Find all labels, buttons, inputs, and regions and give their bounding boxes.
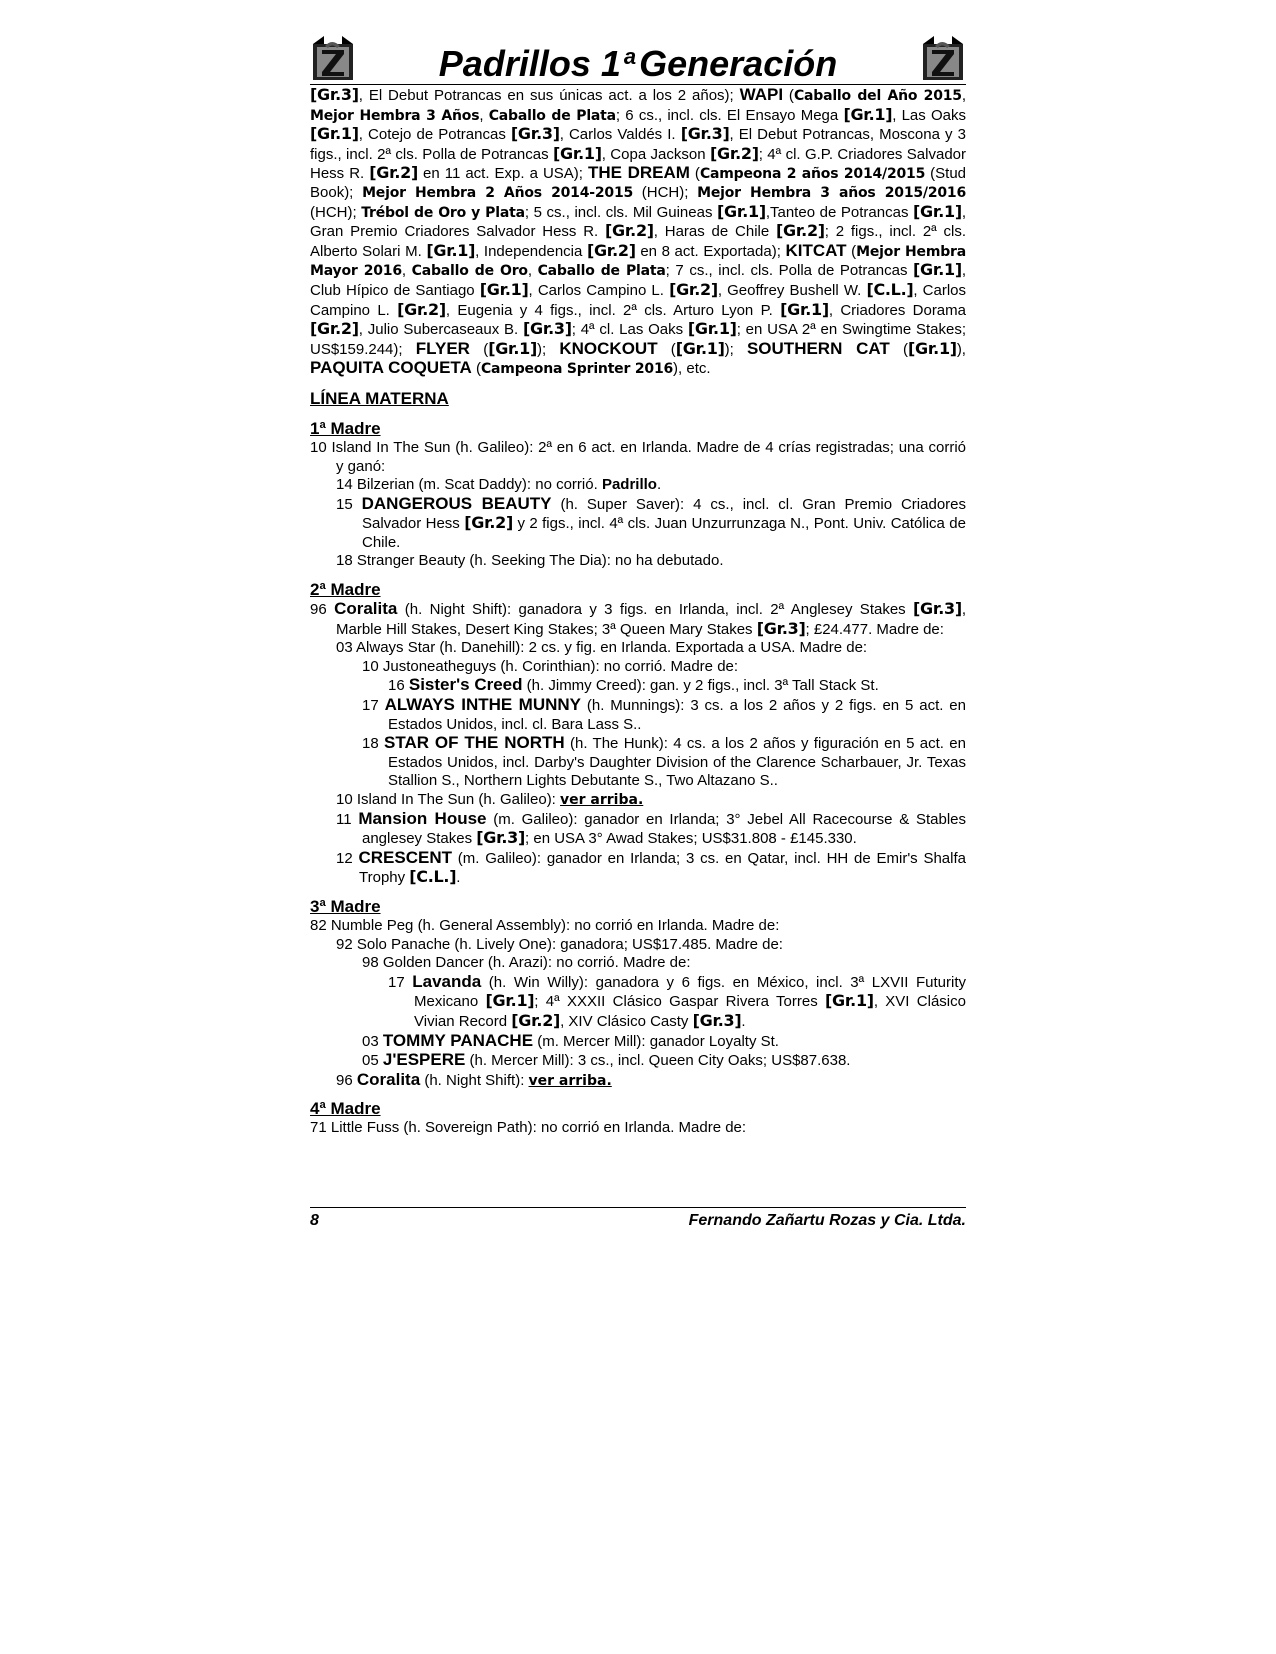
pedigree-entry: 92 Solo Panache (h. Lively One): ganadora; US$17.485. Madre de:	[336, 935, 783, 953]
page-header	[310, 30, 966, 85]
pedigree-entry: 18 Stranger Beauty (h. Seeking The Dia): no ha debutado.	[336, 552, 724, 570]
pedigree-entry: 96 Coralita (h. Night Shift): ver arriba.	[336, 1069, 612, 1089]
pedigree-entry: 10 Island In The Sun (h. Galileo): 2ª en 6 act. en Irlanda. Madre de 4 crías registradas; una corrió y ganó:	[310, 438, 966, 475]
pedigree-entry: 10 Justoneatheguys (h. Corinthian): no corrió. Madre de:	[362, 657, 739, 675]
progeny-paragraph: [Gr.3], El Debut Potrancas en sus únicas act. a los 2 años); WAPI (Caballo del Año 2015, Mejor Hembra 3 Años, Caballo de Plata; 6 cs., incl. cls. El Ensayo Mega [Gr.1], Las Oaks [Gr.1], Cotejo de Potrancas [Gr.3], Carlos Valdés I. [Gr.3], El Debut Potrancas, Moscona y 3 figs., incl. 2ª cls. Polla de Potrancas [Gr.1], Copa Jackson [Gr.2]; 4ª cl. G.P. Criadores Salvador Hess R. [Gr.2] en 11 act. Exp. a USA); THE DREAM (Campeona 2 años 2014/2015 (Stud Book); Mejor Hembra 2 Años 2014-2015 (HCH); Mejor Hembra 3 años 2015/2016 (HCH); Trébol de Oro y Plata; 5 cs., incl. cls. Mil Guineas [Gr.1],Tanteo de Potrancas [Gr.1], Gran Premio Criadores Salvador Hess R. [Gr.2], Haras de Chile [Gr.2]; 2 figs., incl. 2ª cls. Alberto Solari M. [Gr.1], Independencia [Gr.2] en 8 act. Exportada); KITCAT (Mejor Hembra Mayor 2016, Caballo de Oro, Caballo de Plata; 7 cs., incl. cls. Polla de Potrancas [Gr.1], Club Hípico de Santiago [Gr.1], Carlos Campino L. [Gr.2], Geoffrey Bushell W. [C.L.], Carlos Campino L. [Gr.2], Eugenia y 4 figs., incl. 2ª cls. Arturo Lyon P. [Gr.1], Criadores Dorama [Gr.2], Julio Subercaseaux B. [Gr.3]; 4ª cl. Las Oaks [Gr.1]; en USA 2ª en Swingtime Stakes; US$159.244); FLYER ([Gr.1]); KNOCKOUT ([Gr.1]); SOUTHERN CAT ([Gr.1]), PAQUITA COQUETA (Campeona Sprinter 2016), etc.	[310, 85, 967, 378]
dam-heading: 4ª Madre	[310, 1099, 381, 1119]
page-title: Padrillos 1 $^a$Generación	[438, 43, 838, 84]
pedigree-entry: 71 Little Fuss (h. Sovereign Path): no corrió en Irlanda. Madre de:	[310, 1119, 747, 1137]
section-heading: LÍNEA MATERNA	[310, 388, 449, 408]
document-body	[310, 86, 966, 1138]
pedigree-entry: 10 Island In The Sun (h. Galileo): ver arriba.	[336, 791, 644, 808]
pedigree-entry: 98 Golden Dancer (h. Arazi): no corrió. Madre de:	[362, 954, 691, 972]
page-number: 8	[310, 1212, 319, 1229]
dam-heading: 2ª Madre	[310, 580, 381, 600]
pedigree-entry: 15 DANGEROUS BEAUTY (h. Super Saver): 4 cs., incl. cl. Gran Premio Criadores Salvador Hess [Gr.2] y 2 figs., incl. 4ª cls. Juan Unzurrunzaga N., Pont. Univ. Católica de Chile.	[336, 493, 967, 551]
publisher-name: Fernando Zañartu Rozas y Cia. Ltda.	[688, 1212, 966, 1229]
pedigree-entry: 12 CRESCENT (m. Galileo): ganador en Irlanda; 3 cs. en Qatar, incl. HH de Emir's Shalfa Trophy [C.L.].	[336, 847, 966, 887]
pedigree-entry: 03 Always Star (h. Danehill): 2 cs. y fig. en Irlanda. Exportada a USA. Madre de:	[336, 639, 868, 657]
dam-heading: 1ª Madre	[310, 418, 381, 438]
pedigree-entry: 96 Coralita (h. Night Shift): ganadora y 3 figs. en Irlanda, incl. 2ª Anglesey Stakes [Gr.3], Marble Hill Stakes, Desert King Stakes; 3ª Queen Mary Stakes [Gr.3]; £24.477. Madre de:	[310, 599, 966, 638]
dam-heading: 3ª Madre	[310, 896, 381, 916]
pedigree-entry: 05 J'ESPERE (h. Mercer Mill): 3 cs., incl. Queen City Oaks; US$87.638.	[362, 1050, 851, 1070]
horse-head-logo-icon	[920, 34, 966, 82]
pedigree-entry: 17 Lavanda (h. Win Willy): ganadora y 6 figs. en México, incl. 3ª LXVII Futurity Mexicano [Gr.1]; 4ª XXXII Clásico Gaspar Rivera Torres [Gr.1], XVI Clásico Vivian Record [Gr.2], XIV Clásico Casty [Gr.3].	[388, 971, 966, 1030]
pedigree-entry: 82 Numble Peg (h. General Assembly): no corrió en Irlanda. Madre de:	[310, 916, 780, 934]
page-footer	[310, 1207, 966, 1232]
pedigree-entry: 16 Sister's Creed (h. Jimmy Creed): gan. y 2 figs., incl. 3ª Tall Stack St.	[388, 675, 879, 695]
pedigree-entry: 03 TOMMY PANACHE (m. Mercer Mill): ganador Loyalty St.	[362, 1030, 779, 1050]
document-page	[310, 30, 966, 1138]
pedigree-entry: 14 Bilzerian (m. Scat Daddy): no corrió. Padrillo.	[336, 476, 662, 494]
pedigree-entry: 11 Mansion House (m. Galileo): ganador en Irlanda; 3° Jebel All Racecourse & Stables anglesey Stakes [Gr.3]; en USA 3° Awad Stakes; US$31.808 - £145.330.	[336, 808, 966, 848]
pedigree-entry: 18 STAR OF THE NORTH (h. The Hunk): 4 cs. a los 2 años y figuración en 5 act. en Estados Unidos, incl. Darby's Daughter Division of the Clarence Scharbauer, Jr. Texas Stallion S., Northern Lights Debutante S., Two Altazano S..	[362, 733, 966, 790]
pedigree-entry: 17 ALWAYS INTHE MUNNY (h. Munnings): 3 cs. a los 2 años y 2 figs. en 5 act. en Estados Unidos, incl. cl. Bara Lass S..	[362, 695, 966, 733]
